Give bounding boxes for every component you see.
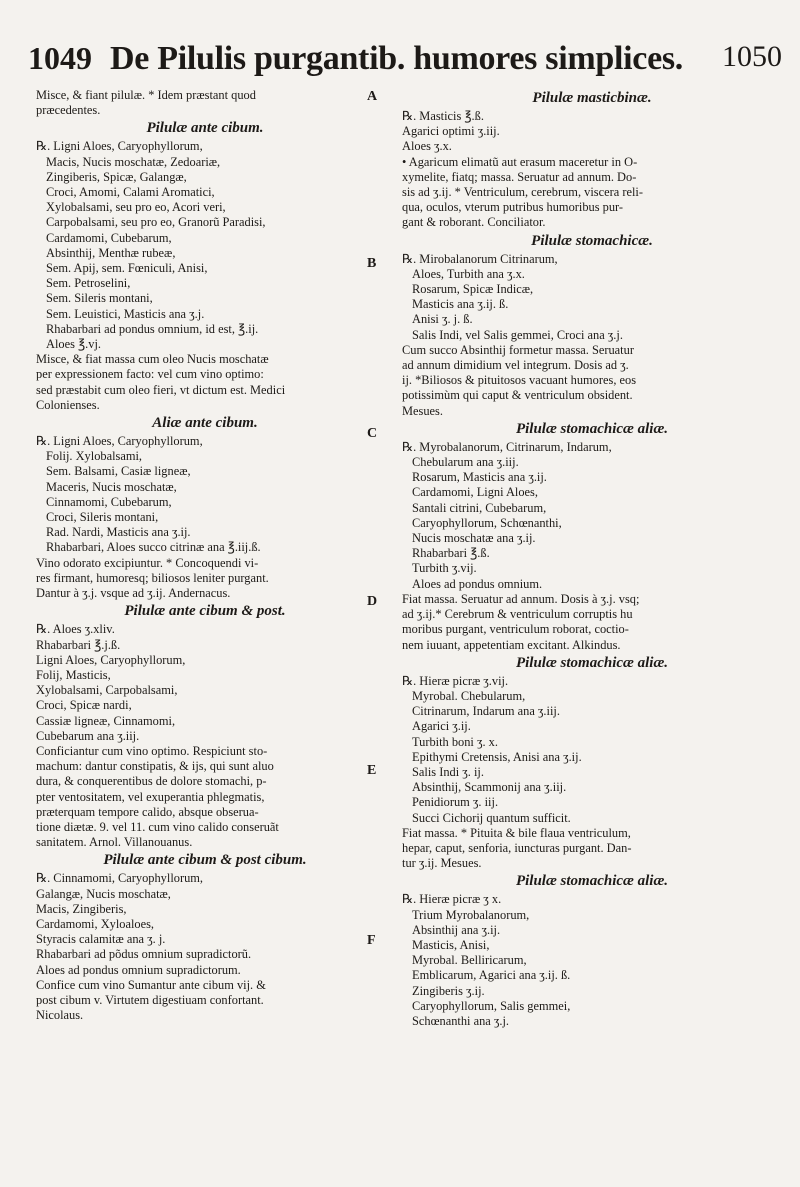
text-line: Caryophyllorum, Schœnanthi,: [412, 515, 562, 530]
text-line: Chebularum ana ʒ.iij.: [412, 455, 519, 470]
text-line: Cardamomi, Ligni Aloes,: [412, 485, 538, 500]
text-line: xymelite, fiatq; massa. Seruatur ad annum. Do-: [402, 169, 637, 184]
text-line: Aloes ʒ.x.: [402, 139, 452, 154]
margin-letter-f: F: [367, 933, 376, 948]
text-line: Citrinarum, Indarum ana ʒ.iij.: [412, 704, 560, 719]
text-line: Anisi ʒ. j. ß.: [412, 312, 473, 327]
text-line: Absinthij ana ʒ.ij.: [412, 922, 501, 937]
text-line: Croci, Spicæ nardi,: [36, 698, 132, 713]
text-line: Cassiæ ligneæ, Cinnamomi,: [36, 713, 176, 728]
text-line: Rad. Nardi, Masticis ana ʒ.ij.: [46, 525, 191, 540]
text-line: Carpobalsami, seu pro eo, Granorũ Paradisi,: [46, 215, 266, 230]
text-line: ℞. Cinnamomi, Caryophyllorum,: [36, 871, 204, 886]
text-line: Zingiberis, Spicæ, Galangæ,: [46, 169, 187, 184]
text-line: Conficiantur cum vino optimo. Respiciunt sto-: [36, 743, 268, 758]
page-number-right: 1050: [722, 40, 782, 73]
text-line: Macis, Nucis moschatæ, Zedoariæ,: [46, 154, 221, 169]
text-line: Aloes ad pondus omnium supradictorum.: [36, 962, 241, 977]
text-line: sis ad ʒ.ij. * Ventriculum, cerebrum, viscera reli-: [402, 185, 643, 200]
text-line: potissimùm qui caput & ventriculum obsident.: [402, 388, 633, 403]
text-line: Agarici ʒ.ij.: [412, 719, 471, 734]
text-line: Sem. Sileris montani,: [46, 291, 153, 306]
text-line: moribus purgant, ventriculum roborat, coctio-: [402, 622, 629, 637]
text-line: Rhabarbari ad põdus omnium supradictorũ.: [36, 947, 252, 962]
text-line: Misce, & fiant pilulæ. * Idem præstant quod: [36, 88, 256, 102]
text-line: Dantur à ʒ.j. vsque ad ʒ.ij. Andernacus.: [36, 586, 231, 601]
text-line: ℞. Mirobalanorum Citrinarum,: [402, 251, 558, 266]
text-line: Sem. Apij, sem. Fœniculi, Anisi,: [46, 261, 208, 276]
text-line: Emblicarum, Agarici ana ʒ.ij. ß.: [412, 968, 571, 983]
text-line: ℞. Ligni Aloes, Caryophyllorum,: [36, 139, 203, 154]
page-header: [0, 40, 800, 84]
text-line: Cum succo Absinthij formetur massa. Seruatur: [402, 342, 634, 357]
text-line: Absinthij, Scammonij ana ʒ.iij.: [412, 780, 567, 795]
recipe-heading: Pilulæ stomachicæ aliæ.: [515, 420, 669, 437]
text-line: Croci, Sileris montani,: [46, 510, 159, 525]
text-line: Masticis, Anisi,: [412, 937, 490, 952]
text-line: Rosarum, Masticis ana ʒ.ij.: [412, 470, 547, 485]
text-line: Salis Indi, vel Salis gemmei, Croci ana ʒ.j.: [412, 327, 623, 342]
text-line: Xylobalsami, seu pro eo, Acori veri,: [46, 200, 226, 215]
text-line: Vino odorato excipiuntur. * Concoquendi vi-: [36, 555, 259, 570]
text-line: Fiat massa. * Pituita & bile flaua ventriculum,: [402, 825, 631, 840]
text-line: Santali citrini, Cubebarum,: [412, 500, 547, 515]
text-line: nem iuuant, appetentiam excitant. Alkindus.: [402, 637, 621, 652]
text-line: Mesues.: [402, 403, 443, 418]
text-line: ℞. Masticis ℥.ß.: [402, 109, 484, 123]
text-line: Styracis calamitæ ana ʒ. j.: [36, 932, 166, 947]
text-line: Confice cum vino Sumantur ante cibum vij. &: [36, 977, 266, 992]
text-line: ad ʒ.ij.* Cerebrum & ventriculum corruptis hu: [402, 607, 633, 622]
text-line: Myrobal. Chebularum,: [412, 688, 526, 703]
text-line: hepar, caput, senforia, iuncturas purgant. Dan-: [402, 840, 632, 855]
text-line: Sem. Balsami, Casiæ ligneæ,: [46, 464, 191, 479]
text-line: ℞. Ligni Aloes, Caryophyllorum,: [36, 434, 203, 449]
recipe-heading: Pilulæ ante cibum.: [146, 120, 264, 137]
margin-letter-a: A: [367, 89, 378, 104]
text-line: machum: dantur constipatis, & ijs, qui sunt aluo: [36, 759, 274, 774]
text-line: Rhabarbari ad pondus omnium, id est, ℥.ij.: [46, 321, 259, 336]
text-line: Folij, Masticis,: [36, 667, 111, 682]
recipe-heading: Pilulæ ante cibum & post.: [124, 603, 286, 620]
text-line: ij. *Biliosos & pituitosos vacuant humores, eos: [402, 373, 637, 388]
text-line: Trium Myrobalanorum,: [412, 907, 530, 922]
recipe-heading: Pilulæ stomachicæ.: [531, 232, 653, 249]
text-line: Zingiberis ʒ.ij.: [412, 983, 485, 998]
text-line: post cibum v. Virtutem digestiuam confortant.: [36, 992, 264, 1007]
text-line: Nicolaus.: [36, 1008, 84, 1023]
text-line: Absinthij, Menthæ rubeæ,: [46, 245, 176, 260]
text-line: Folij. Xylobalsami,: [46, 449, 143, 464]
text-line: Fiat massa. Seruatur ad annum. Dosis à ʒ.j. vsq;: [402, 591, 640, 606]
text-line: Rosarum, Spicæ Indicæ,: [412, 282, 534, 297]
recipe-heading: Pilulæ ante cibum & post cibum.: [103, 852, 307, 869]
text-line: Croci, Amomi, Calami Aromatici,: [46, 185, 215, 200]
text-line: ad annum dimidium vel integrum. Dosis ad ʒ.: [402, 358, 629, 373]
text-line: Galangæ, Nucis moschatæ,: [36, 886, 171, 901]
text-line: Aloes ad pondus omnium.: [412, 576, 543, 591]
recipe-heading: Pilulæ stomachicæ aliæ.: [515, 654, 669, 671]
text-line: Succi Cichorij quantum sufficit.: [412, 810, 571, 825]
text-line: gant & roborant. Conciliator.: [402, 215, 546, 230]
text-line: Ligni Aloes, Caryophyllorum,: [36, 652, 186, 667]
text-line: præterquam tempore calido, absque obserua-: [36, 804, 259, 819]
text-line: præcedentes.: [36, 103, 101, 118]
text-line: Cubebarum ana ʒ.iij.: [36, 728, 140, 743]
page-number-left: 1049: [28, 40, 92, 76]
text-line: Cardamomi, Cubebarum,: [46, 230, 172, 245]
text-line: Epithymi Cretensis, Anisi ana ʒ.ij.: [412, 749, 582, 764]
text-line: sanitatem. Arnol. Villanouanus.: [36, 835, 193, 850]
text-line: Agarici optimi ʒ.iij.: [402, 124, 500, 139]
text-line: sed præstabit cum oleo fieri, vt dictum est. Medici: [36, 382, 286, 397]
text-line: Cinnamomi, Cubebarum,: [46, 494, 172, 509]
running-title: De Pilulis purgantib. humores simplices.: [110, 40, 683, 77]
text-line: Schœnanthi ana ʒ.j.: [412, 1013, 510, 1028]
text-line: Aloes ℥.vj.: [46, 337, 101, 352]
text-line: ℞. Hieræ picræ ʒ.vij.: [402, 673, 509, 688]
text-line: Salis Indi ʒ. ij.: [412, 764, 484, 779]
text-line: Xylobalsami, Carpobalsami,: [36, 683, 178, 698]
text-line: ℞. Hieræ picræ ʒ x.: [402, 892, 502, 907]
text-line: Macis, Zingiberis,: [36, 901, 127, 916]
text-line: qua, oculos, vterum putribus humoribus pur-: [402, 200, 624, 215]
text-line: Sem. Leuistici, Masticis ana ʒ.j.: [46, 306, 205, 321]
text-line: ℞. Aloes ʒ.xliv.: [36, 622, 115, 637]
margin-letter-b: B: [367, 256, 377, 271]
recipe-heading: Aliæ ante cibum.: [152, 415, 258, 432]
text-line: per expressionem facto: vel cum vino optimo:: [36, 367, 264, 382]
text-line: pter ventositatem, vel exuperantia phlegmatis,: [36, 789, 265, 804]
text-line: Rhabarbari, Aloes succo citrinæ ana ℥.iij.ß.: [46, 540, 261, 555]
text-line: Turbith boni ʒ. x.: [412, 734, 498, 749]
text-line: • Agaricum elimatũ aut erasum maceretur in O-: [402, 154, 638, 169]
text-line: Rhabarbari ℥.j.ß.: [36, 637, 121, 652]
text-line: Nucis moschatæ ana ʒ.ij.: [412, 531, 536, 546]
right-column: [402, 88, 782, 1029]
recipe-heading: Pilulæ stomachicæ aliæ.: [515, 873, 669, 890]
text-line: Myrobal. Belliricarum,: [412, 953, 527, 968]
text-line: Masticis ana ʒ.ij. ß.: [412, 297, 509, 312]
margin-letter-c: C: [367, 426, 378, 441]
text-line: Caryophyllorum, Salis gemmei,: [412, 998, 571, 1013]
text-line: Turbith ʒ.vij.: [412, 561, 477, 576]
text-line: Colonienses.: [36, 397, 100, 412]
text-line: res firmant, humoresq; biliosos leniter purgant.: [36, 570, 269, 585]
text-line: tur ʒ.ij. Mesues.: [402, 856, 482, 871]
left-column: [36, 88, 377, 1023]
recipe-heading: Pilulæ masticbinæ.: [532, 90, 652, 106]
text-line: Sem. Petroselini,: [46, 276, 131, 291]
text-line: Penidiorum ʒ. iij.: [412, 795, 499, 810]
text-line: Maceris, Nucis moschatæ,: [46, 479, 177, 494]
text-line: dura, & conquerentibus de dolore stomachi, p-: [36, 774, 267, 789]
text-line: ℞. Myrobalanorum, Citrinarum, Indarum,: [402, 439, 612, 454]
text-line: tione diætæ. 9. vel 11. cum vino calido conseruãt: [36, 819, 279, 834]
text-line: Cardamomi, Xyloaloes,: [36, 916, 155, 931]
text-line: Rhabarbari ℥.ß.: [412, 546, 490, 561]
text-line: Aloes, Turbith ana ʒ.x.: [412, 266, 525, 281]
text-line: Misce, & fiat massa cum oleo Nucis moschatæ: [36, 352, 269, 367]
margin-letter-e: E: [367, 763, 377, 778]
margin-letter-d: D: [367, 594, 378, 609]
